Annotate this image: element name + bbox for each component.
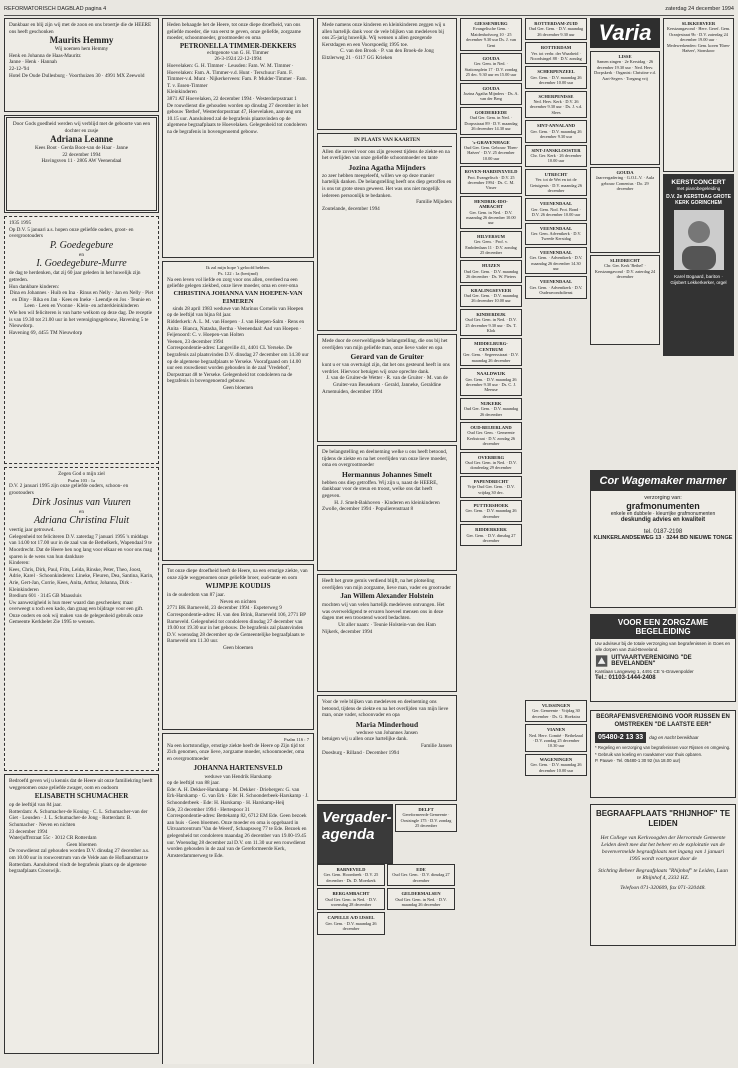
church-entry: CAPELLE A/D IJSSEL Ger. Gem. · D.V. maandag 26 december xyxy=(317,912,385,934)
notice-footer: Geen bloemen xyxy=(222,384,254,391)
notice-date: 23 december 1994 xyxy=(9,828,48,835)
thanks-mijnders xyxy=(317,133,457,331)
wagemaker-address: KLINKERLANDSEWEG 13 · 3244 BD NIEUWE TONGE xyxy=(593,535,733,541)
obituary-hartensveld xyxy=(162,733,314,1064)
church-list-a xyxy=(460,18,522,1064)
notice-address: 2771 BK Barneveld, 23 december 1994 · Espeterweg 9 xyxy=(167,605,282,612)
wagemaker-line: verzorging van: xyxy=(644,495,682,501)
wagemaker-line: enkele en dubbele · kleurrijke grafmonumenten xyxy=(610,511,716,517)
notice-address: Veenen, 23 december 1994 xyxy=(167,338,224,345)
notice-sub: sinds 28 april 1983 weduwe van Marinus Cornelis van Hoepen xyxy=(172,305,304,312)
notice-sign: H. J. Smelt-Bakhoven · Kinderen en kleinkinderen xyxy=(334,499,440,506)
notice-intro: Voor de vele blijken van medeleven en deelneming ons betoond, tijdens de ziekte en na het overlijden van mijn lieve man, onze vader, schoonvader en opa xyxy=(322,699,449,719)
notice-sub: Neven en nichten xyxy=(219,598,257,605)
notice-name: ELISABETH SCHUMACHER xyxy=(34,792,129,801)
church-entry: GOUDA Ger. Gem. in Ned. · Stationsplein 17 · D.V. zondag 25 dec. 9.30 uur en 15.00 uur xyxy=(460,53,522,81)
notice-intro: D.V. 2 januari 1995 zijn onze geliefde ouders, schoon- en grootouders xyxy=(9,483,129,496)
anniversary-goedegebure xyxy=(4,216,159,464)
church-entry: SCHERPENZEEL Ger. Gem. · D.V. maandag 26 december 10.00 uur xyxy=(525,66,587,88)
bevelanden-ad xyxy=(590,614,736,702)
notice-name: I. Goedegebure-Murre xyxy=(36,258,127,270)
rhijnhof-body: Het College van Kerkvoogden der Hervormde Gemeente Leiden deelt mee dat het beheer en de exploitatie van de bovenvermelde begraafplaats met ingang van 1 januari 1995 wordt voortgezet door de xyxy=(600,835,726,862)
event-lisse: LISSE Samen zingen · 2e Kerstdag · 26 december 19.30 uur · Ned. Herv. Dorpskerk · Organist: Christine v.d. Aart-Segers · Toegang vrij xyxy=(590,51,660,165)
church-list-c2 xyxy=(317,864,385,937)
notice-address: 3871 AT Hoevelaken, 22 december 1994 · Westerdorpsstraat 1 xyxy=(167,95,297,102)
notice-sub-2: Kleinkinderen xyxy=(167,89,197,96)
church-entry: HILVERSUM Ger. Gem. · Prof. v. Embdenlaan 11 · D.V. zondag 25 december xyxy=(460,231,522,259)
notice-address: Zoutelande, december 1994 xyxy=(322,205,380,212)
notice-address: Bredium 601 · 3145 GB Maassluis xyxy=(9,593,82,600)
rijssen-contact: P. Pauwe · Tel. 05480-1 30 92 (na 18.00 uur) xyxy=(595,757,681,763)
thanks-gruiter xyxy=(317,334,457,442)
notice-address: Waterjuffrstraat 55c · 3012 CR Rotterdam xyxy=(9,835,97,842)
church-list-c1 xyxy=(395,804,457,834)
notice-text: de dag te herdenken, dat zij 60 jaar geleden in het huwelijk zijn getreden. xyxy=(9,270,141,283)
church-entry: VIANEN Ned. Herv. Comité · Bethelzaal · D.V. zondag 25 december 10.30 uur xyxy=(525,724,587,752)
church-entry: BERGAMBACHT Oud Ger. Gem. in Ned. · D.V. woensdag 28 december xyxy=(317,888,385,910)
notice-sub: echtgenote van G. H. Timmer xyxy=(207,49,269,56)
church-entry: OUD-BEIJERLAND Oud Ger. Gem. · Gemeente Kerkstraat · D.V. zondag 26 december xyxy=(460,422,522,450)
kerstconcert-venue: D.V. 2e KERSTDAG GROTE KERK GORINCHEM xyxy=(666,194,731,206)
divider xyxy=(322,146,452,147)
birth-notice-adriana xyxy=(4,115,159,213)
obituary-schumacher xyxy=(4,774,159,1054)
church-entry: HUIZEN Oud Ger. Gem. · D.V. maandag 26 december · Ds. W. Pieters xyxy=(460,260,522,282)
vergaderagenda-logo: Vergader-agenda xyxy=(317,804,393,864)
notice-address: Doesburg - Rilland · December 1994 xyxy=(322,749,399,756)
event-gouda: GOUDA Jaarvergadering · G.O.L.V. · Aula gebouw Comenius · Do. 29 december xyxy=(590,167,660,253)
notice-name: P. Goedegebure xyxy=(49,239,114,251)
church-entry: SCHERPENISSE Ned. Herv. Kerk · D.V. 26 december 9.30 uur · Ds. J. v.d. Slees xyxy=(525,91,587,119)
church-entry: HENDRIK-IDO-AMBACHT Ger. Gem. in Ned. · D.V. maandag 26 december 10.00 uur xyxy=(460,196,522,229)
notice-body: Correspondentie-adres: H. van den Brink, Barneveld 106, 2771 BP Barneveld. Gelegenheid tot condoleren dinsdag 27 december van 19.00 tot 19.30 uur in het gebouw. De begrafenis zal plaatsvinden D.V. woensdag 28 december op de Gemeentelijke begraafplaats te Barneveld om 11.30 uur. xyxy=(167,611,306,645)
notice-sign: Uit aller naam: · Teunie Holstein-van den Ham xyxy=(338,621,436,628)
kerstconcert-ad xyxy=(663,174,734,356)
event-sliedrecht: SLIEDRECHT Chr. Ger. Kerk 'Bethel' · Kerstzangavond · D.V. zaterdag 24 december xyxy=(590,255,660,345)
church-entry: PUTTERSHOEK Ger. Gem. · D.V. maandag 26 december xyxy=(460,500,522,522)
notice-footer: Geen bloemen xyxy=(66,841,97,848)
church-entry: SINT-ANNALAND Ger. Gem. · D.V. maandag 26 december 9.30 uur xyxy=(525,120,587,142)
notice-intro: De belangstelling en deelneming welke u ons heeft betoond, tijdens de ziekte en na het overlijden van onze lieve moeder, oma en overgrootmoeder xyxy=(322,449,448,469)
thanks-smelt xyxy=(317,445,457,571)
notice-footer: Uw aanwezigheid is hun meer waard dan geschenken; maar overweegt u toch een kado, dan graag een bijdrage voor een gift. xyxy=(9,599,144,613)
column-1 xyxy=(4,18,159,1064)
church-entry: ROTTERDAM-ZUID Oud Ger. Gem. · D.V. maandag 26 december 9.30 uur xyxy=(525,18,587,40)
obituary-koudijs xyxy=(162,564,314,730)
notice-intro: Bedroefd geven wij u kennis dat de Heere uit onze familiekring heeft weggenomen onze geliefde zwager, oom en oudoom xyxy=(9,778,153,791)
church-entry: VLISSINGEN Ger. Gemeente · Vrijdag 30 december · Ds. G. Hoekstra xyxy=(525,700,587,722)
bevelanden-address: Karslaan Langeweg 1, 4491 CE 's-Gravenpolder xyxy=(595,669,694,675)
obituary-eimeren xyxy=(162,261,314,561)
thanks-holstein xyxy=(317,574,457,692)
notice-sign: Familie Jansen xyxy=(421,742,452,749)
church-entry: OVERBERG Oud Ger. Gem. in Ned. · D.V. donderdag 29 december xyxy=(460,452,522,474)
notice-age: in de ouderdom van 87 jaar. xyxy=(167,592,225,599)
notice-intro: Dankbaar en blij zijn wij met de zoon en ons broertje die de HEERE ons heeft geschonken xyxy=(9,22,152,35)
church-entry: BARNEVELD Ger. Gem. Hoornbeek · D.V. 25 december · Ds. D. Moerkerk xyxy=(317,864,385,886)
bevelanden-logo-icon xyxy=(595,654,608,668)
church-list-b2 xyxy=(525,700,587,810)
notice-name: Jozina Agatha Mijnders xyxy=(348,162,426,172)
notice-sub: Kinderen: xyxy=(9,560,30,567)
notice-date: 22-12-'94 xyxy=(9,65,29,72)
church-entry: DELFT Gereformeerde Gemeente · Oostsingle 175 · D.V. zondag 25 december xyxy=(395,804,457,832)
church-entry: VEENENDAAL Ger. Gem. Nod. Prot. Bond · D.V. 26 december 10.00 uur xyxy=(525,198,587,220)
column-2 xyxy=(162,18,314,1064)
church-entry: SINT-JANSKLOOSTER Chr. Ger. Kerk · 26 december 10.00 uur xyxy=(525,145,587,167)
notice-name: PETRONELLA TIMMER-DEKKERS xyxy=(179,41,297,50)
notice-and: en xyxy=(79,251,84,258)
notice-intro: Allen die zoveel voor ons zijn geweest tijdens de ziekte en na het overlijden van onze geliefde schoonmoeder en tante xyxy=(322,148,450,162)
church-entry: EDE Oud Ger. Gem. · D.V. dinsdag 27 december xyxy=(387,864,455,886)
notice-siblings: Janne · Henk · Hannah xyxy=(9,59,57,66)
bevelanden-title: VOOR EEN ZORGZAME BEGELEIDING xyxy=(591,615,735,639)
notice-age: op de leeftijd van 84 jaar. xyxy=(9,802,62,809)
church-entry: PAPENDRECHT Vrije Oud Ger. Gem. · D.V. vrijdag 30 dec. xyxy=(460,476,522,498)
church-list-b xyxy=(525,18,587,578)
notice-footer: Geen bloemen xyxy=(222,644,254,651)
thanks-brook xyxy=(317,18,457,130)
notice-age: op de leeftijd van bijna 84 jaar. xyxy=(167,312,232,319)
notice-sign: J. van de Gruiter-de Wetter · R. van de Gruiter · M. van de Gruiter-van Beusekom · Gerald, Janneke, Geraldine xyxy=(326,375,448,388)
notice-ref: Psalm 116 : 7 xyxy=(284,737,309,742)
notice-name: JOHANNA HARTENSVELD xyxy=(193,763,283,772)
notice-years: 1935 1995 xyxy=(9,220,32,226)
notice-footer-2: Onze ouders en ook wij maken van de gelegenheid gebruik onze Gemeente Kerkbelet Zie 1995 te wensen. xyxy=(9,612,143,626)
notice-name: Maurits Hemmy xyxy=(49,35,114,46)
wagemaker-phone: tel. 0187-2198 xyxy=(643,529,683,535)
notice-sub: Wij noemen hem Hemmy xyxy=(54,46,109,53)
notice-age: op de leeftijd van 88 jaar. xyxy=(167,780,220,787)
birth-notice-maurits xyxy=(4,18,159,112)
notice-address: Zwolle, december 1994 · Populierenstraat 8 xyxy=(322,506,414,513)
notice-name: Hermannus Johannes Smelt xyxy=(341,469,432,479)
notice-parents: Henk en Johanna de Haas-Mauritz xyxy=(9,52,81,59)
notice-name: Adriana Leanne xyxy=(50,134,113,145)
notice-family: Hoevelaken: G. H. Timmer · Leusden: Fam. W. M. Timmer · Hoevelaken: Fam. A. Timmer-v.d. Hunt · Terschuur: Fam. F. Timmer-v.d. Munt · Nijkerkerveen: Fam. P. Mulder-Timmer · Fam. T. v. Essen-Timmer xyxy=(167,62,307,89)
notice-sub: weduwe van Hendrik Harskamp xyxy=(204,773,272,780)
column-3 xyxy=(317,18,457,1064)
church-entry: VEENENDAAL Ger. Gem. Adventkerk · D.V. Tweede Kerstdag xyxy=(525,223,587,245)
notice-intro: Heeft het grote gemis verdiend blijft, na het plotseling overlijden van mijn zorgzame, lieve man, vader en grootvader xyxy=(322,578,451,591)
thanks-minderhoud xyxy=(317,695,457,801)
church-entry: MIDDELBURG-CENTRUM Ger. Gem. · Segeersstraat · D.V. maandag 26 december xyxy=(460,338,522,366)
notice-dates: 26-3-1924 22-12-1994 xyxy=(214,56,262,63)
notice-name: Adriana Christina Fluit xyxy=(33,515,129,527)
rijssen-sub: dag en nacht bereikbaar xyxy=(649,735,699,740)
notice-ref: Psalm 103 : 1a xyxy=(67,477,96,483)
notice-address: Nijkerk, december 1994 xyxy=(322,628,373,635)
notice-sub: Hun dankbare kinderen: xyxy=(9,283,60,290)
header-left: REFORMATORISCH DAGBLAD pagina 4 xyxy=(4,6,107,12)
notice-body: Gelegenheid tot feliciteren D.V. zaterdag 7 januari 1995 's middags van 14.00 tot 17.00 uur in de zaal van de Bethelkerk, Wapendaal 9 te Moordrecht. Dat de Heere hen nog lang voor elkaar en voor ons mag sparen is de wens van hun dankbare xyxy=(9,533,153,560)
church-entry: UTRECHT Ver. tot de Wet en tot de Getuigenis · D.V. maandag 26 december xyxy=(525,169,587,197)
varia-column xyxy=(590,18,660,438)
church-entry: GELDERMALSEN Oud Ger. Gem. in Ned. · D.V. maandag 26 december xyxy=(387,888,455,910)
church-entry: RIDDERKERK Ger. Gem. · D.V. dinsdag 27 december xyxy=(460,524,522,546)
notice-body: hebben ons diep getroffen. Wij zijn u, naast de HEERE, dankbaar voor de steun en troost, welke ons dat heeft gegeven. xyxy=(322,479,438,499)
notice-intro: Na een leven vol liefde en zorg voor ons allen, overleed na een geliefde gelegen ziekbed, onze lieve moeder, oma en over-oma xyxy=(167,276,298,290)
church-entry: 's-GRAVENHAGE Oud Ger. Gem. Gebouw 'Eben-Haëzer' · D.V. 25 december 10.00 uur xyxy=(460,137,522,165)
notice-address: Havingsven 11 · 2805 AW Veenendaal xyxy=(41,158,122,165)
notice-body: Correspondentie-adres: Bettekamp 82, 6712 EM Ede. Geen bezoek aan huis · Geen bloemen. Onze moeder en oma is opgebaard in Uitvaartcentrum 'Van de Weerd', Schaapsweg 77 te Ede. Bezoek en gelegenheid tot condoleren maandag 26 december van 19.00-19.45 uur. Woensdag 28 december zal D.V. om 11.30 uur een rouwdienst worden gehouden in de zaal van de Gereformeerde Kerk, Amsterdammerweg te Ede. xyxy=(167,813,307,859)
wagemaker-logo: Cor Wagemaker marmer xyxy=(591,471,735,491)
kerstconcert-performers: Karel Bogaard, bariton · Gijsbert Lekkerkerker, orgel xyxy=(670,274,727,285)
notice-address: Arnemuiden, december 1994 xyxy=(322,388,383,395)
notice-intro: Heden behaagde het de Heere, tot onze diepe droefheid, van ons geliefde moeder, die van eerst te geven, onze geliefde, zorgzame moeder, schoonmoeder, grootmoeder en oma xyxy=(167,22,301,42)
church-entry: GIESSENBURG Evangelische Gem. · Maidenhofsweg 10 · 25 december 9.30 uur Ds. J. van Gent xyxy=(460,18,522,51)
notice-address: Havening 69, 4455 TM Nieuwdorp xyxy=(9,329,83,336)
notice-body: De rouwdienst zal gehouden worden D.V. dinsdag 27 december a.s. om 10.00 uur in rouwcentrum van de Velde aan de Hoflaanstraat te Rotterdam. Aansluitend vindt de begrafenis plaats op de algemene begraafplaats Crooswijk. xyxy=(9,848,150,875)
notice-name: Jan Willem Alexander Holstein xyxy=(340,592,434,601)
notice-children: Dina en Johannes · Huib en Ina · Rinus en Nelly · Jan en Nelly · Piet en Diny · Rika en Jan · Kees en Ineke · Leendje en Jos · Teunie en Leen · Leen en Yvonne · Klein- en achterkleinkinderen xyxy=(9,290,154,310)
notice-family: Ridderkerk: A. L. M. van Hoepen · J. van Hoepen-Salm · Rens en Anita · Bianca, Natasha, Bertha · Veenendaal: Aad van Hoepen · Feijenoord: C. v. Hoepen-van Holten xyxy=(167,318,305,339)
church-entry: WAGENINGEN Ger. Gem. · D.V. maandag 26 december 10.00 uur xyxy=(525,754,587,776)
rijssen-bullet: * Regeling en verzorging van begrafenissen voor Rijssen en omgeving. xyxy=(595,745,731,750)
kerstconcert-sub: met pianobegeleiding xyxy=(676,186,721,191)
notice-name: Maria Minderhoud xyxy=(355,719,419,729)
notice-sub: weduwe van Johannes Jansen xyxy=(356,729,418,736)
rijssen-ad xyxy=(590,710,736,798)
notice-body: betuigen wij u allen onze hartelijke dank. xyxy=(322,736,408,743)
church-entry: ROVEN-HARDINXVELD Prot. Evangelisch · D.V. 25 december 1994 · Ds. C. M. Visser xyxy=(460,166,522,194)
event-slikkerveer: SLIKKERVEER Kerstzangavond · Herv. Geref. Gem. Oranjestraat 9b · D.V. zaterdag 24 december 19.00 uur · Medewerkenden: Gem. koren 'Eben-Haëzer', Sionskoor xyxy=(663,18,734,172)
notice-text: veertig jaar getrouwd. xyxy=(9,527,55,534)
notice-address: Ede, 23 december 1994 · Hertespoor 31 xyxy=(167,806,250,813)
church-list-c3 xyxy=(387,864,455,912)
notice-parents: Kees Boot · Gerda Boot-van de Haar · Janne xyxy=(34,145,129,152)
notice-family: Rotterdam: A. Schumacher-de Koning · C. L. Schumacher-van der Giet · Leusden · J. L. Schumacher-de Jong · Rotterdam: B. Schumacher · Neven en nichten xyxy=(9,808,148,828)
rhijnhof-ad xyxy=(590,804,736,946)
notice-sign: C. van den Brook · P. van den Broek-de Jong xyxy=(340,48,434,55)
page-header xyxy=(4,4,734,16)
bevelanden-body: Uw adviseur bij de totale verzorging van begrafenissen in Goes en alle dorpen van Zuid-Beveland. xyxy=(595,641,731,652)
bevelanden-brand: UITVAARTVERENIGING "DE BEVELANDEN" xyxy=(611,655,692,668)
notice-body: kunt u er van overtuigd zijn, dat het ons gesteund heeft in ons verdriet. Hiervoor betuigen wij onze oprechte dank. xyxy=(322,362,450,375)
church-entry: NIJKERK Oud Ger. Gem. · D.V. maandag 26 december xyxy=(460,398,522,420)
wagemaker-ad xyxy=(590,470,736,608)
obituary-timmer xyxy=(162,18,314,258)
wagemaker-headline: grafmonumenten xyxy=(626,501,700,511)
notice-quote: Ik zal mijn hope 't geloofd hebben. xyxy=(206,265,270,270)
rijssen-phone: 05480-2 13 33 xyxy=(595,732,646,743)
notice-children: Kees, Chris, Dirk, Paul, Frits, Leida, Rinske, Peter, Theo, Joost, Adrie, Karel · Schoonkinderen: Lineke, Fleuren, Dea, Santina, Karin, Arie, Gert-Jan, Corrie, Kees, Anita, Arthur, Johanna, Dirk · Kleinkinderen xyxy=(9,566,154,593)
church-entry: GOUDA Jozina Agatha Mijnders · Ds. A. van der Berg xyxy=(460,83,522,105)
notice-intro: Door Gods goedheid werden wij verblijd met de geboorte van een dochter en zusje xyxy=(12,121,151,134)
notice-intro: Na een kortstondige, ernstige ziekte heeft de Heere op Zijn tijd tot Zich genomen, onze lieve, zorgzame moeder, schoonmoeder, oma en overgrootmoeder xyxy=(167,742,305,762)
rhijnhof-title: BEGRAAFPLAATS "RHIJNHOF" TE LEIDEN xyxy=(595,809,731,828)
portrait-photo xyxy=(674,210,724,270)
notice-body: De rouwdienst die gehouden worden op dinsdag 27 december in het gebouw 'Bethel', Westerdorpsstraat 47, Hoevelaken, aanvang om 10.15 uur. Aansluitend zal de begrafenis plaatsvinden op de algemene begraafplaats te Hoevelaken. Gelegenheid tot condoleren na de begrafenis in bovengenoemd gebouw. xyxy=(167,102,309,135)
church-entry: GOEDEREEDE Oud Ger. Gem. in Ned. · Dorpsstraat 89 · D.V. maandag 26 december 14.30 uur xyxy=(460,107,522,135)
church-entry: NAALDWIJK Ger. Gem. · D.V. maandag 26 december 9.30 uur · Ds. C. J. Meeuse xyxy=(460,368,522,396)
notice-family: Ede: A. H. Dekker-Harskamp · M. Dekker · Driebergen: G. van Erk-Harskamp · G. van Erk · Ede: H. Schoonderbeek-Harskamp · J. Schoonderbeek · Ede: H. Harskamp · H. Harskamp-Heij xyxy=(167,786,309,806)
kerstconcert-title: KERSTCONCERT xyxy=(671,179,726,186)
right-ads-column xyxy=(663,18,734,438)
notice-title: IN PLAATS VAN KAARTEN xyxy=(354,137,420,143)
notice-name: Gerard van de Gruiter xyxy=(350,352,424,362)
notice-quote: Zegen God o mijn ziel xyxy=(58,471,105,477)
notice-date: 22 december 1994 xyxy=(62,151,101,158)
bevelanden-phone: Tel.: 01103-1444-2408 xyxy=(595,675,656,682)
notice-sign: Familie Mijnders xyxy=(416,199,452,206)
notice-text: Mede namens onze kinderen en kleinkinderen zeggen wij u allen hartelijk dank voor de vele blijken van medeleven bij ons 25-jarig huwelijk. Wij wensen u allen gezegende Kerstdagen en een Voorspoedig 1995 toe. xyxy=(322,22,446,48)
church-entry: VEENENDAAL Ger. Gem. · Adventkerk · D.V. Ouderavondsdienst xyxy=(525,276,587,298)
notice-intro: Tot onze diepe droefheid heeft de Heere, na een ernstige ziekte, van onze zijde weggenomen onze geliefde broer, oud-tante en oom xyxy=(167,568,308,581)
rhijnhof-org: Stichting Beheer Begraafplaats "Rhijnhof" te Leiden, Laan te Rhijnhof 4, 2332 HZ. xyxy=(598,868,728,881)
rhijnhof-phone: Telefoon 071-320609, fax 071-320448. xyxy=(620,885,706,891)
church-entry: ROTTERDAM Ver. tot verbr. der Waarheid · Noordsingel 88 · D.V. zondag xyxy=(525,42,587,64)
notice-name: Dirk Josinus van Vuuren xyxy=(32,496,131,508)
rijssen-bullet: * Gebruik van koeling en rouwkamer voor thuis opbaren. xyxy=(595,752,703,758)
notice-body: mochten wij van velen hartelijk medeleven ontvangen. Het was overweldigend te ervaren hoeveel mensen ons in deze dagen met een troostend woord bedachten. xyxy=(322,602,445,622)
notice-name: WIJMPJE KOUDIJS xyxy=(205,582,271,591)
church-entry: KINDERDIJK Oud Ger. Gem. in Ned. · D.V. 25 december 9.30 uur · Ds. T. Klok xyxy=(460,309,522,337)
header-right: zaterdag 24 december 1994 xyxy=(665,6,734,12)
notice-and: en xyxy=(79,508,84,515)
rijssen-title: BEGRAFENISVERENIGING VOOR RIJSSEN EN OMSTREKEN "DE LAATSTE EER" xyxy=(596,714,730,728)
church-entry: VEENENDAAL Ger. Gem. · Adventkerk · D.V. maandag 26 december 14.30 uur xyxy=(525,247,587,275)
church-entry: KRALINGSEVEER Oud Ger. Gem. · D.V. maandag 26 december 10.00 uur xyxy=(460,285,522,307)
notice-address: Eitzlerweg 21 · 6117 GG Krieken xyxy=(322,54,393,61)
notice-body: zo zeer hebben meegeleefd, willen we op deze manier hartelijk danken. De belangstelling heeft ons diep getroffen en is ons tot grote steun geweest. Het was ons niet mogelijk iedereen persoonlijk te bedanken. xyxy=(322,172,452,199)
notice-intro: Mede door de overweldigende belangstelling, die ons bij het overlijden van mijn geliefde man, onze lieve vader en opa xyxy=(322,338,448,351)
notice-ref: Ps. 122 : 1a (berijmd) xyxy=(218,270,258,276)
notice-intro: Op D.V. 5 januari a.s. hopen onze geliefde ouders, groot- en overgrootouders xyxy=(9,226,134,240)
wagemaker-line: deskundig advies en kwaliteit xyxy=(620,517,706,523)
notice-name: CHRISTINA JOHANNA VAN HOEPEN-VAN EIMEREN xyxy=(173,289,303,305)
notice-body: Correspondentie-adres: Langeville 41, 4401 CL Yerseke. De begrafenis zal plaatsvinden D.V. dinsdag 27 december om 14.30 uur op de algemene begraafplaats te Yerseke. Voorafgaand om 14.00 uur een rouwdienst worden gehouden in de zaal 'Vredehof', Dorpsstraat 48 te Yerseke. Gelegenheid tot condoleren na de begrafenis in bovengenoemd gebouw. xyxy=(167,345,309,385)
notice-footer: Wie hen wil feliciteren is van harte welkom op deze dag. De receptie is van 19.30 tot 21.00 uur in het verenigingsgebouw, Havening 5 te Nieuwdorp. xyxy=(9,309,153,330)
anniversary-vuuren xyxy=(4,467,159,771)
varia-logo: Varia xyxy=(590,18,660,48)
notice-address: Hotel De Oude Dullesburg · Voorthuizen 30 · 4991 MX Zeewold xyxy=(9,72,145,79)
